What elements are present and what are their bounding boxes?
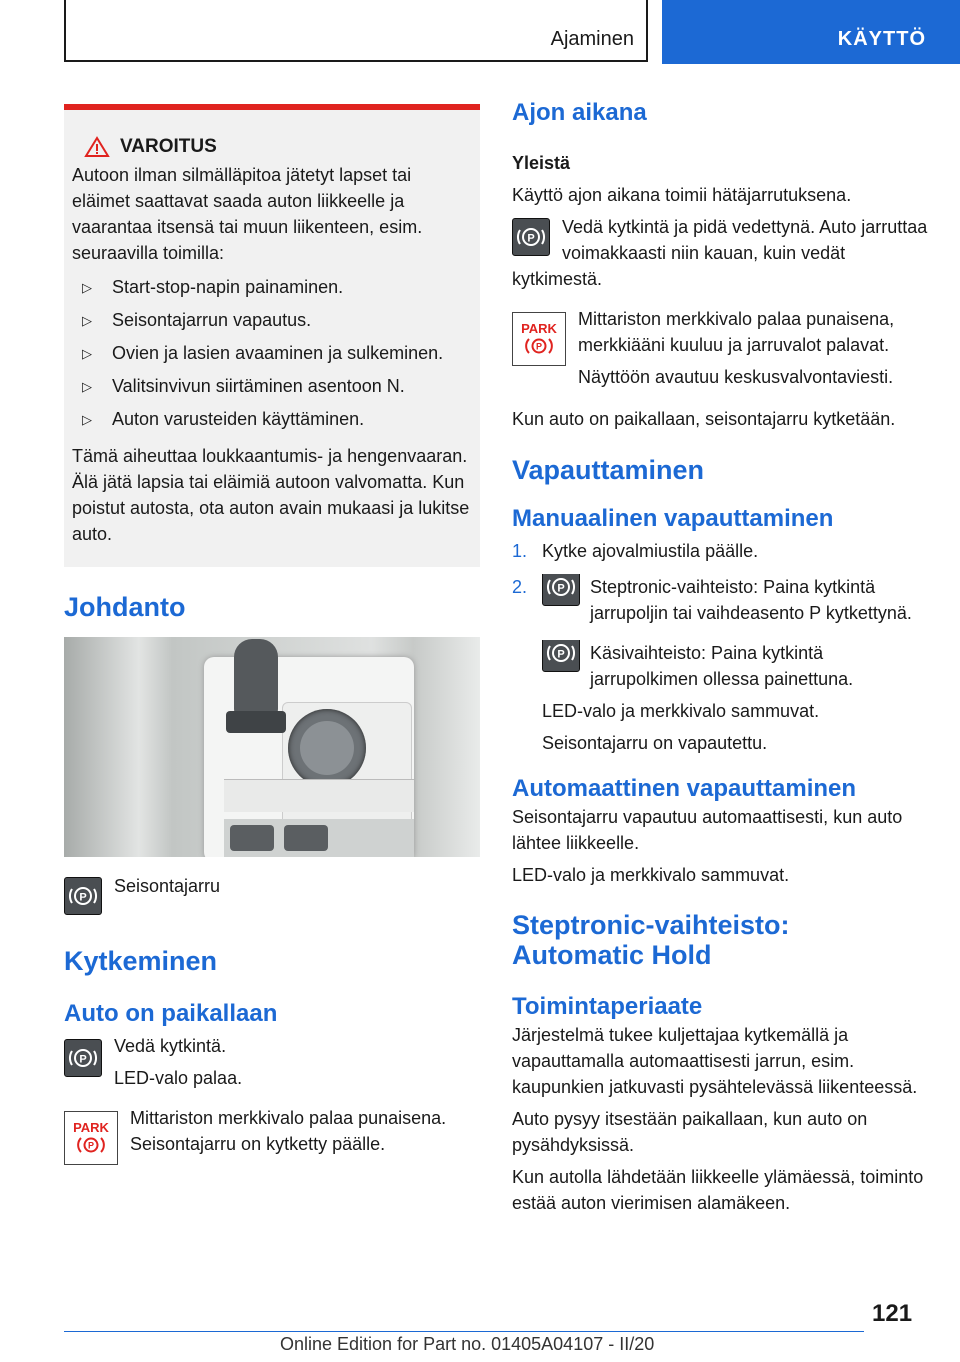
header-section-box (64, 0, 648, 62)
bullet-triangle-icon: ▷ (82, 379, 92, 394)
warning-item-text: Start-stop-napin painaminen. (112, 277, 344, 297)
heading-ajon-aikana: Ajon aikana (512, 99, 647, 126)
header-section-label: Ajaminen (550, 28, 634, 50)
auto-hold-p3: Kun autolla lähdetään liikkeelle ylämäessä, toiminto estää auton vierimisen alamäkeen. (512, 1167, 924, 1213)
warning-triangle-icon (84, 136, 110, 158)
parking-brake-icon (512, 218, 550, 256)
release-steps (512, 538, 928, 756)
bullet-triangle-icon: ▷ (82, 280, 92, 295)
svg-text:P: P (535, 341, 543, 351)
heading-yleista: Yleistä (512, 153, 571, 173)
warning-title: VAROITUS (120, 136, 217, 157)
led-on-text: LED-valo palaa. (114, 1068, 243, 1088)
left-column (64, 104, 480, 1165)
parking-brake-icon (64, 877, 102, 915)
warning-title-row (72, 134, 474, 160)
warning-outro: Tämä aiheuttaa loukkaantumis- ja hengenvaaran. Älä jätä lapsia tai eläimiä autoon valvomatta. Kun poistut autosta, ota auton avain mukaasi ja lukitse auto. (72, 446, 470, 544)
step-number: 2. (512, 577, 528, 597)
warning-item-text: Auton varusteiden käyttäminen. (112, 409, 365, 429)
step-text: Steptronic-vaihteisto: Paina kytkintä jarrupoljin tai vaihdeasento P kytkettynä. (590, 577, 912, 623)
park-indicator-icon (512, 312, 566, 366)
footer-edition: Online Edition for Part no. 01405A04107 - II/20 (280, 1334, 655, 1354)
park-indicator-icon (64, 1111, 118, 1165)
park-indicator-row (64, 1108, 480, 1165)
photo-caption: Seisontajarru (114, 876, 221, 896)
header-chapter-tab (662, 0, 960, 64)
svg-text:P: P (79, 891, 87, 904)
warning-item-text: Seisontajarrun vapautus. (112, 310, 312, 330)
park-indicator-row (512, 306, 928, 390)
step-number: 1. (512, 541, 528, 561)
heading-manuaalinen: Manuaalinen vapauttaminen (512, 505, 834, 532)
console-photo (64, 637, 480, 857)
parking-brake-icon (542, 640, 580, 672)
park-label: PARK (521, 320, 557, 336)
heading-vapauttaminen: Vapauttaminen (512, 455, 705, 485)
auto-led-text: LED-valo ja merkkivalo sammuvat. (512, 865, 790, 885)
list-item (82, 307, 474, 334)
svg-text:P: P (87, 1140, 95, 1150)
heading-automaattinen: Automaattinen vapauttaminen (512, 775, 857, 802)
bullet-triangle-icon: ▷ (82, 412, 92, 427)
heading-automatic-hold: Steptronic-vaihteisto: Automatic Hold (512, 910, 790, 970)
header-chapter-label: KÄYTTÖ (837, 28, 926, 50)
right-column (512, 98, 928, 1216)
auto-hold-p2: Auto pysyy itsestään paikallaan, kun auto on pysähdyksissä. (512, 1109, 868, 1155)
manual-gear-text: Käsivaihteisto: Paina kytkintä jarrupolkimen ollessa painettuna. (590, 643, 854, 689)
svg-text:P: P (557, 648, 565, 661)
warning-box (64, 104, 480, 567)
page-number: 121 (872, 1300, 913, 1327)
list-item (512, 538, 928, 564)
auto-hold-p1: Järjestelmä tukee kuljettajaa kytkemällä ja vapauttamalla automaattisesti jarrun, esim. kaupunkien jatkuvasti pysähtelevässä liikenteessä. (512, 1025, 918, 1097)
warning-list (72, 274, 474, 433)
warning-item-text: Valitsinvivun siirtäminen asentoon N. (112, 376, 405, 396)
svg-text:P: P (527, 232, 535, 245)
apply-row (64, 1033, 480, 1091)
list-item (512, 574, 928, 756)
footer-divider (64, 1331, 864, 1332)
cc-message-text: Näyttöön avautuu keskusvalvontaviesti. (578, 367, 894, 387)
parking-brake-icon (64, 1039, 102, 1077)
park-indicator-text: Mittariston merkkivalo palaa punaisena. Seisontajarru on kytketty päälle. (130, 1108, 447, 1154)
caption-row (64, 877, 480, 915)
warning-intro: Autoon ilman silmälläpitoa jätetyt lapset tai eläimet saattavat saada auton liikkeelle ja vaarantaa itsensä tai muun liikenteen, esim. seuraavilla toimilla: (72, 165, 423, 263)
auto-release-text: Seisontajarru vapautuu automaattisesti, kun auto lähtee liikkeelle. (512, 807, 903, 853)
pull-text: Vedä kytkintä ja pidä vedettynä. Auto jarruttaa voimakkaasti niin kauan, kuin vedät kytkimestä. (512, 217, 928, 289)
bullet-triangle-icon: ▷ (82, 313, 92, 328)
svg-text:P: P (557, 582, 565, 595)
emergency-text: Käyttö ajon aikana toimii hätäjarrutuksena. (512, 185, 852, 205)
stopped-text: Kun auto on paikallaan, seisontajarru kytketään. (512, 409, 896, 429)
park-indicator-text: Mittariston merkkivalo palaa punaisena, merkkiääni kuuluu ja jarruvalot palavat. (578, 309, 895, 355)
warning-item-text: Ovien ja lasien avaaminen ja sulkeminen. (112, 343, 444, 363)
svg-text:P: P (79, 1053, 87, 1066)
list-item (82, 373, 474, 400)
bullet-triangle-icon: ▷ (82, 346, 92, 361)
park-label: PARK (73, 1119, 109, 1135)
led-off-text: LED-valo ja merkkivalo sammuvat. (542, 701, 820, 721)
list-item (82, 274, 474, 301)
apply-step-text: Vedä kytkintä. (114, 1036, 227, 1056)
step-text: Kytke ajovalmiustila päälle. (542, 541, 759, 561)
heading-kytkeminen: Kytkeminen (64, 946, 218, 976)
parking-brake-icon (542, 574, 580, 606)
released-text: Seisontajarru on vapautettu. (542, 733, 768, 753)
heading-toimintaperiaate: Toimintaperiaate (512, 993, 703, 1020)
list-item (82, 406, 474, 433)
heading-auto-on-paikallaan: Auto on paikallaan (64, 1000, 278, 1027)
list-item (82, 340, 474, 367)
heading-johdanto: Johdanto (64, 592, 186, 622)
pull-row (512, 214, 928, 292)
